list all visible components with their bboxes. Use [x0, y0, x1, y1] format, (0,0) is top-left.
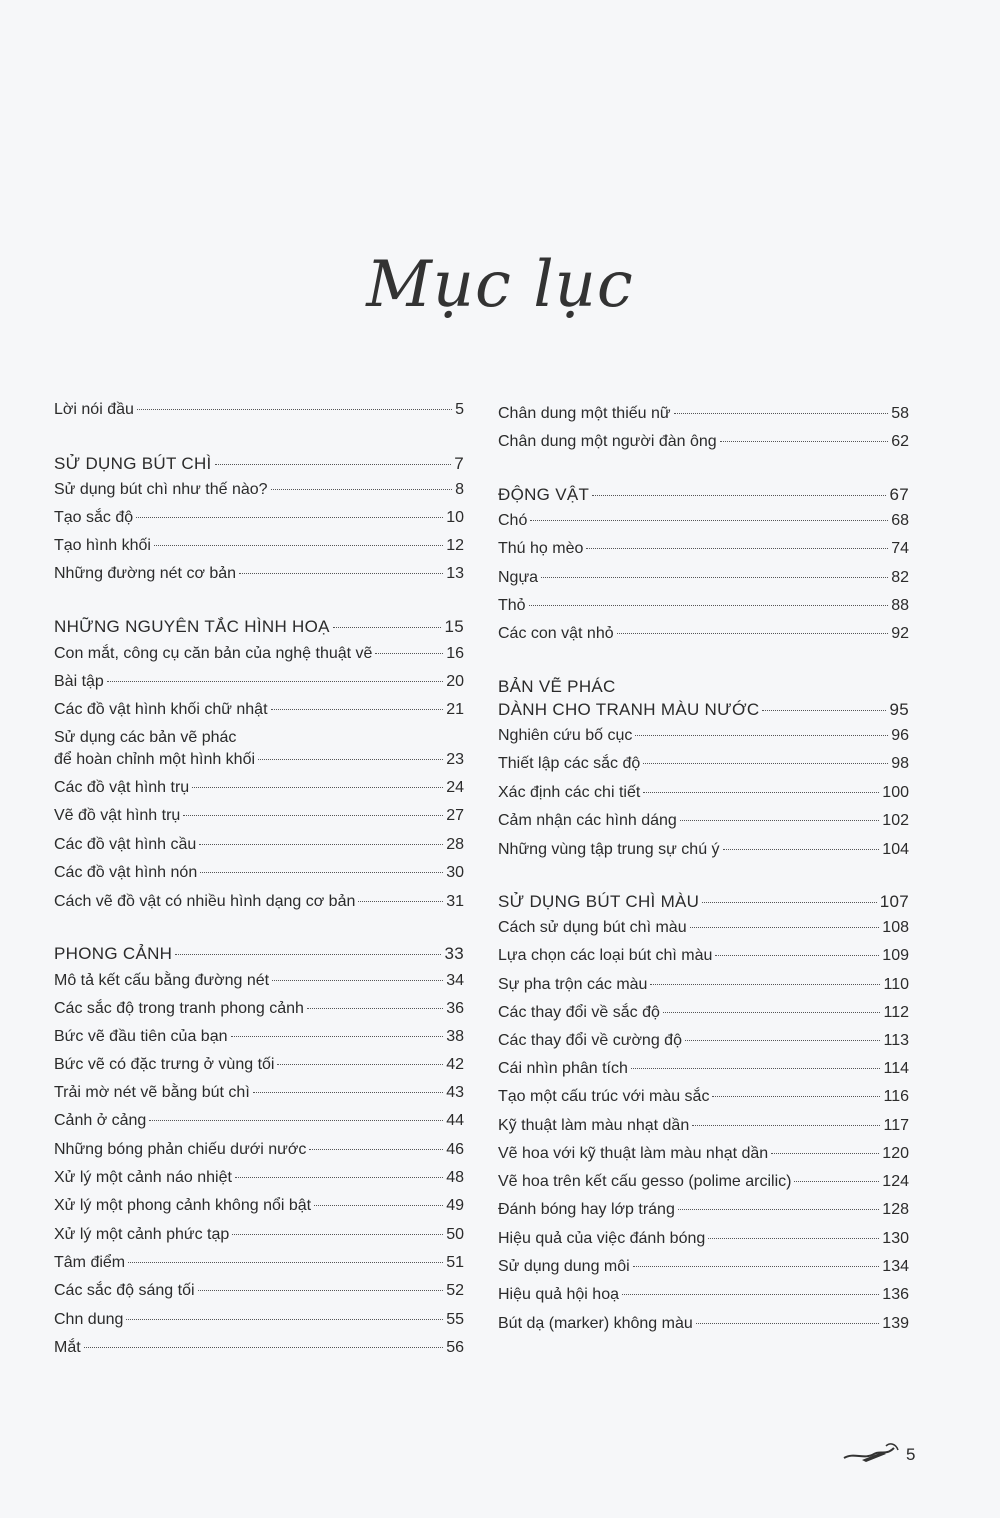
toc-entry-label: Mô tả kết cấu bằng đường nét — [54, 972, 270, 989]
leader-dots — [643, 792, 879, 793]
leader-dots — [663, 1012, 881, 1013]
leader-dots — [541, 577, 888, 578]
leader-dots — [794, 1181, 879, 1182]
toc-entry-label: Các thay đổi về cường độ — [498, 1032, 682, 1049]
page-title: Mục lục — [366, 248, 634, 322]
leader-dots — [333, 627, 442, 628]
toc-entry-page: 100 — [882, 784, 909, 801]
toc-section-heading[interactable] — [54, 617, 464, 637]
leader-dots — [586, 548, 888, 549]
leader-dots — [258, 759, 443, 760]
toc-entry-label: Xác định các chi tiết — [498, 784, 641, 801]
toc-entry-label: Xử lý một cảnh phức tạp — [54, 1226, 230, 1243]
leader-dots — [631, 1068, 881, 1069]
leader-dots — [235, 1177, 443, 1178]
toc-entry-label: để hoàn chỉnh một hình khối — [54, 751, 256, 768]
leader-dots — [592, 495, 886, 496]
toc-entry-label: Tạo một cấu trúc với màu sắc — [498, 1088, 710, 1105]
toc-entry-label: Lời nói đầu — [54, 401, 134, 418]
toc-entry-label: Những vùng tập trung sự chú ý — [498, 841, 720, 858]
toc-entry-label: Hiệu quả của việc đánh bóng — [498, 1230, 706, 1247]
toc-entry[interactable] — [54, 644, 464, 664]
toc-entry-page: 48 — [446, 1169, 464, 1186]
leader-dots — [617, 633, 889, 634]
leader-dots — [715, 955, 879, 956]
toc-entry-label: Tâm điểm — [54, 1254, 126, 1271]
toc-entry[interactable] — [54, 892, 464, 912]
toc-entry-page: 44 — [446, 1112, 464, 1129]
toc-entry-label: DÀNH CHO TRANH MÀU NƯỚC — [498, 700, 760, 719]
toc-entry-page: 68 — [891, 512, 909, 529]
toc-entry-label: Xử lý một phong cảnh không nổi bật — [54, 1197, 312, 1214]
toc-entry-page: 62 — [891, 433, 909, 450]
toc-entry-page: 24 — [446, 779, 464, 796]
toc-entry[interactable] — [498, 811, 909, 831]
leader-dots — [154, 545, 443, 546]
toc-entry-page: 114 — [883, 1060, 909, 1077]
toc-entry-page: 74 — [891, 540, 909, 557]
toc-entry-page: 46 — [446, 1141, 464, 1158]
toc-entry-label: Cách vẽ đồ vật có nhiều hình dạng cơ bản — [54, 893, 356, 910]
toc-entry-page: 116 — [883, 1088, 909, 1105]
toc-entry-label: NHỮNG NGUYÊN TẮC HÌNH HOẠ — [54, 617, 330, 636]
toc-entry-page: 88 — [891, 597, 909, 614]
toc-entry[interactable] — [54, 971, 464, 991]
toc-entry[interactable] — [54, 1281, 464, 1301]
toc-entry-page: 28 — [446, 836, 464, 853]
leader-dots — [271, 709, 444, 710]
toc-entry-page: 10 — [446, 509, 464, 526]
toc-entry-page: 52 — [446, 1282, 464, 1299]
leader-dots — [128, 1262, 443, 1263]
leader-dots — [239, 573, 443, 574]
toc-entry[interactable] — [498, 726, 909, 746]
toc-entry-page: 67 — [889, 485, 909, 504]
toc-entry-page: 51 — [446, 1254, 464, 1271]
toc-entry-label: Thiết lập các sắc độ — [498, 755, 641, 772]
toc-entry[interactable] — [54, 1083, 464, 1103]
leader-dots — [375, 653, 443, 654]
toc-entry[interactable] — [498, 511, 909, 531]
toc-entry[interactable] — [498, 1116, 909, 1136]
toc-entry-page: 33 — [444, 944, 464, 963]
toc-entry-page: 34 — [446, 972, 464, 989]
toc-entry-page: 49 — [446, 1197, 464, 1214]
toc-entry[interactable] — [54, 778, 464, 798]
page-number: 5 — [906, 1444, 916, 1464]
leader-dots — [678, 1209, 879, 1210]
toc-entry-page: 95 — [889, 700, 909, 719]
toc-entry[interactable] — [54, 835, 464, 855]
toc-entry[interactable] — [54, 1027, 464, 1047]
leader-dots — [271, 489, 453, 490]
toc-entry-label: SỬ DỤNG BÚT CHÌ MÀU — [498, 892, 700, 911]
toc-entry-page: 36 — [446, 1000, 464, 1017]
leader-dots — [149, 1120, 443, 1121]
toc-entry-label: Chó — [498, 512, 528, 529]
leader-dots — [277, 1064, 443, 1065]
toc-entry-label: Chân dung một người đàn ông — [498, 433, 717, 450]
toc-entry-label: Sử dụng dung môi — [498, 1258, 630, 1275]
toc-entry[interactable] — [498, 1059, 909, 1079]
toc-entry-label: Cách sử dụng bút chì màu — [498, 919, 687, 936]
toc-entry[interactable] — [498, 432, 909, 452]
toc-entry[interactable] — [498, 840, 909, 860]
toc-entry-page: 96 — [891, 727, 909, 744]
toc-entry-page: 56 — [446, 1339, 464, 1356]
toc-entry[interactable] — [54, 806, 464, 826]
toc-entry-label: Kỹ thuật làm màu nhạt dần — [498, 1117, 690, 1134]
toc-entry-page: 109 — [882, 947, 909, 964]
toc-entry-label: Chân dung một thiếu nữ — [498, 405, 671, 422]
toc-entry[interactable] — [498, 624, 909, 644]
toc-entry-label: Các thay đổi về sắc độ — [498, 1004, 660, 1021]
toc-entry-label: Xử lý một cảnh náo nhiệt — [54, 1169, 232, 1186]
pencil-ornament-icon — [842, 1440, 902, 1469]
toc-entry[interactable] — [498, 1172, 909, 1192]
toc-entry-label: Hiệu quả hội hoạ — [498, 1286, 619, 1303]
toc-entry[interactable] — [498, 568, 909, 588]
toc-entry-page: 107 — [879, 892, 909, 911]
toc-entry-page: 82 — [891, 569, 909, 586]
leader-dots — [136, 517, 443, 518]
toc-entry-page: 30 — [446, 864, 464, 881]
toc-entry-page: 102 — [882, 812, 909, 829]
toc-entry-label: Mắt — [54, 1339, 81, 1356]
toc-entry-label: Bức vẽ đầu tiên của bạn — [54, 1028, 228, 1045]
leader-dots — [696, 1323, 880, 1324]
toc-entry-page: 130 — [882, 1230, 909, 1247]
leader-dots — [650, 984, 880, 985]
leader-dots — [126, 1319, 443, 1320]
leader-dots — [84, 1347, 444, 1348]
toc-entry[interactable] — [54, 564, 464, 584]
toc-entry-label: Vẽ hoa với kỹ thuật làm màu nhạt dần — [498, 1145, 769, 1162]
toc-entry-page: 112 — [883, 1004, 909, 1021]
toc-entry[interactable] — [498, 404, 909, 424]
toc-entry-label: Tạo hình khối — [54, 537, 151, 554]
toc-entry-label: Tạo sắc độ — [54, 509, 134, 526]
toc-entry-label: Các đồ vật hình cầu — [54, 836, 197, 853]
toc-entry-page: 128 — [882, 1201, 909, 1218]
toc-entry-page: 98 — [891, 755, 909, 772]
leader-dots — [622, 1294, 879, 1295]
toc-entry[interactable] — [498, 1200, 909, 1220]
leader-dots — [771, 1153, 879, 1154]
toc-entry-label: Ngựa — [498, 569, 539, 586]
toc-entry-page: 104 — [882, 841, 909, 858]
leader-dots — [107, 681, 443, 682]
toc-entry-label: Những đường nét cơ bản — [54, 565, 237, 582]
leader-dots — [358, 901, 443, 902]
toc-section-heading[interactable] — [498, 700, 909, 720]
toc-entry[interactable] — [54, 1055, 464, 1075]
leader-dots — [198, 1290, 444, 1291]
leader-dots — [314, 1205, 443, 1206]
toc-entry-page: 58 — [891, 405, 909, 422]
toc-entry-label: Lựa chọn các loại bút chì màu — [498, 947, 713, 964]
toc-entry-page: 113 — [883, 1032, 909, 1049]
toc-entry-label: Cảnh ở cảng — [54, 1112, 147, 1129]
toc-entry-label: Các đồ vật hình khối chữ nhật — [54, 701, 268, 718]
toc-entry[interactable] — [54, 1310, 464, 1330]
leader-dots — [192, 787, 443, 788]
toc-entry-label: Các đồ vật hình trụ — [54, 779, 190, 796]
toc-entry-label: Những bóng phản chiếu dưới nước — [54, 1141, 307, 1158]
toc-entry-label: Nghiên cứu bố cục — [498, 727, 633, 744]
toc-entry[interactable] — [498, 946, 909, 966]
leader-dots — [762, 710, 886, 711]
leader-dots — [175, 954, 441, 955]
toc-entry-label: Vẽ hoa trên kết cấu gesso (polime arcilic) — [498, 1173, 792, 1190]
toc-section-heading[interactable] — [498, 892, 909, 912]
leader-dots — [720, 441, 889, 442]
toc-entry[interactable] — [54, 1253, 464, 1273]
toc-entry-label: Con mắt, công cụ căn bản của nghệ thuật vẽ — [54, 645, 373, 662]
toc-entry-page: 55 — [446, 1311, 464, 1328]
toc-entry-label: Thú họ mèo — [498, 540, 584, 557]
toc-entry[interactable] — [54, 1338, 464, 1358]
toc-entry-page: 21 — [446, 701, 464, 718]
toc-entry[interactable] — [498, 1031, 909, 1051]
toc-entry[interactable] — [54, 999, 464, 1019]
leader-dots — [309, 1149, 443, 1150]
toc-entry-page: 139 — [882, 1315, 909, 1332]
toc-entry-page: 50 — [446, 1226, 464, 1243]
leader-dots — [702, 902, 876, 903]
leader-dots — [635, 735, 888, 736]
leader-dots — [199, 844, 443, 845]
toc-entry[interactable] — [498, 1314, 909, 1334]
toc-entry[interactable] — [498, 1257, 909, 1277]
toc-entry-label: Sự pha trộn các màu — [498, 976, 648, 993]
toc-entry-page: 124 — [882, 1173, 909, 1190]
leader-dots — [708, 1238, 879, 1239]
toc-entry-page: 31 — [446, 893, 464, 910]
toc-entry[interactable] — [54, 750, 464, 770]
toc-entry[interactable] — [54, 1225, 464, 1245]
toc-entry[interactable] — [54, 400, 464, 420]
toc-entry[interactable] — [498, 783, 909, 803]
toc-entry-label: Chn dung — [54, 1311, 124, 1328]
toc-entry-line1: Sử dụng các bản vẽ phác — [54, 729, 237, 746]
toc-entry-label: Thỏ — [498, 597, 526, 614]
leader-dots — [530, 520, 888, 521]
toc-entry[interactable] — [498, 1144, 909, 1164]
toc-entry-page: 12 — [446, 537, 464, 554]
toc-entry[interactable] — [498, 596, 909, 616]
toc-section-heading-line1: BẢN VẼ PHÁC — [498, 677, 616, 696]
toc-entry-page: 117 — [883, 1117, 909, 1134]
toc-entry[interactable] — [54, 1168, 464, 1188]
toc-entry-label: Bút dạ (marker) không màu — [498, 1315, 693, 1332]
toc-entry[interactable] — [54, 536, 464, 556]
toc-entry-label: SỬ DỤNG BÚT CHÌ — [54, 454, 212, 473]
page-folio — [842, 1440, 915, 1469]
toc-entry-page: 27 — [446, 807, 464, 824]
leader-dots — [307, 1008, 443, 1009]
toc-entry[interactable] — [54, 1196, 464, 1216]
leader-dots — [680, 820, 880, 821]
toc-entry[interactable] — [498, 1087, 909, 1107]
toc-section-heading[interactable] — [54, 454, 464, 474]
toc-entry[interactable] — [498, 1003, 909, 1023]
leader-dots — [685, 1040, 881, 1041]
toc-entry[interactable] — [498, 975, 909, 995]
leader-dots — [200, 872, 443, 873]
toc-entry-page: 134 — [882, 1258, 909, 1275]
toc-entry-label: Sử dụng bút chì như thế nào? — [54, 481, 268, 498]
toc-section-heading[interactable] — [54, 944, 464, 964]
toc-entry-label: Các sắc độ sáng tối — [54, 1282, 195, 1299]
toc-entry-page: 38 — [446, 1028, 464, 1045]
toc-entry[interactable] — [498, 539, 909, 559]
leader-dots — [231, 1036, 444, 1037]
toc-entry-page: 5 — [455, 401, 464, 418]
toc-entry-label: ĐỘNG VẬT — [498, 485, 590, 504]
toc-entry-label: Bức vẽ có đặc trưng ở vùng tối — [54, 1056, 275, 1073]
leader-dots — [232, 1234, 443, 1235]
leader-dots — [183, 815, 443, 816]
toc-entry-page: 42 — [446, 1056, 464, 1073]
toc-entry-page: 13 — [446, 565, 464, 582]
toc-entry-page: 23 — [446, 751, 464, 768]
toc-entry[interactable] — [498, 918, 909, 938]
toc-entry[interactable] — [54, 1111, 464, 1131]
toc-entry[interactable] — [498, 1285, 909, 1305]
toc-entry-label: Đánh bóng hay lớp tráng — [498, 1201, 675, 1218]
toc-entry-page: 92 — [891, 625, 909, 642]
toc-entry[interactable] — [54, 508, 464, 528]
toc-entry-page: 16 — [446, 645, 464, 662]
toc-entry[interactable] — [54, 700, 464, 720]
leader-dots — [723, 849, 880, 850]
toc-entry-label: Các đồ vật hình nón — [54, 864, 198, 881]
toc-entry-page: 43 — [446, 1084, 464, 1101]
toc-entry[interactable] — [498, 1229, 909, 1249]
toc-entry-label: Vẽ đồ vật hình trụ — [54, 807, 181, 824]
leader-dots — [643, 763, 888, 764]
toc-entry[interactable] — [498, 754, 909, 774]
toc-entry[interactable] — [54, 480, 464, 500]
leader-dots — [692, 1125, 880, 1126]
toc-entry-label: Cảm nhận các hình dáng — [498, 812, 677, 829]
toc-entry-page: 120 — [882, 1145, 909, 1162]
toc-entry-page: 15 — [444, 617, 464, 636]
leader-dots — [529, 605, 889, 606]
leader-dots — [633, 1266, 880, 1267]
toc-entry-page: 20 — [446, 673, 464, 690]
toc-entry-page: 7 — [454, 454, 464, 473]
toc-entry-page: 110 — [883, 976, 909, 993]
toc-entry-label: Cái nhìn phân tích — [498, 1060, 628, 1077]
leader-dots — [690, 927, 880, 928]
toc-entry-label: Các con vật nhỏ — [498, 625, 614, 642]
toc-entry-label: PHONG CẢNH — [54, 944, 173, 963]
leader-dots — [712, 1096, 880, 1097]
leader-dots — [137, 409, 452, 410]
toc-entry-label: Các sắc độ trong tranh phong cảnh — [54, 1000, 304, 1017]
leader-dots — [674, 413, 889, 414]
toc-section-heading[interactable] — [498, 485, 909, 505]
leader-dots — [253, 1092, 443, 1093]
toc-entry-page: 108 — [882, 919, 909, 936]
leader-dots — [272, 980, 443, 981]
leader-dots — [215, 464, 452, 465]
toc-entry-page: 8 — [455, 481, 464, 498]
toc-entry-label: Bài tập — [54, 673, 104, 690]
toc-entry-page: 136 — [882, 1286, 909, 1303]
toc-entry[interactable] — [54, 1140, 464, 1160]
toc-entry[interactable] — [54, 863, 464, 883]
toc-entry-label: Trải mờ nét vẽ bằng bút chì — [54, 1084, 250, 1101]
toc-entry[interactable] — [54, 672, 464, 692]
